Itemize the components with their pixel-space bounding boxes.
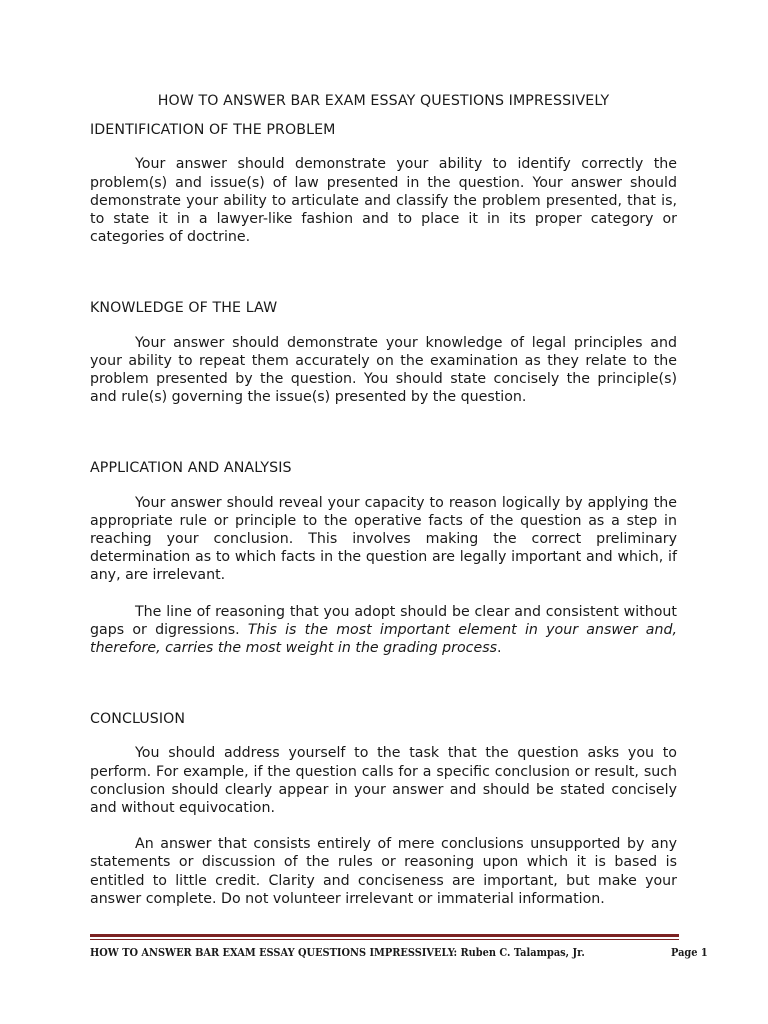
section-heading: APPLICATION AND ANALYSIS — [90, 460, 292, 477]
paragraph: Your answer should demonstrate your ability to identify correctly the problem(s) and issue(s) of law presented in the question. Your answer should demonstrate your ability to articulate and classify the problem presented, that is, to state it in a lawyer-like fashion and to place it in its proper category or categories of doctrine. — [90, 156, 677, 246]
paragraph-end: . — [497, 640, 502, 657]
footer-rule-thin — [90, 939, 679, 940]
emphasized-text: This is the most important element in your answer and, therefore, carries the most weight in the grading process — [90, 621, 677, 657]
paragraph: You should address yourself to the task that the question asks you to perform. For example, if the question calls for a specific conclusion or result, such conclusion should clearly appear in your answer and should be stated concisely and without equivocation. — [90, 745, 677, 817]
paragraph: Your answer should reveal your capacity to reason logically by applying the appropriate rule or principle to the operative facts of the question as a step in reaching your conclusion. This involves making the correct preliminary determination as to which facts in the question are legally important and which, if any, are irrelevant. — [90, 494, 677, 584]
footer-rule — [90, 934, 679, 937]
section-knowledge — [90, 299, 677, 406]
document-title: HOW TO ANSWER BAR EXAM ESSAY QUESTIONS IMPRESSIVELY — [157, 93, 610, 109]
section-heading: CONCLUSION — [90, 711, 186, 728]
page-footer — [90, 944, 709, 960]
page-number: Page 1 — [671, 945, 709, 959]
document-page — [90, 92, 677, 961]
section-heading: IDENTIFICATION OF THE PROBLEM — [90, 122, 336, 139]
section-identification — [90, 121, 677, 246]
paragraph: An answer that consists entirely of mere conclusions unsupported by any statements or discussion of the rules or reasoning upon which it is based is entitled to little credit. Clarity and conciseness are important, but make your answer complete. Do not volunteer irrelevant or immaterial information. — [90, 836, 677, 907]
paragraph-emphasis — [90, 603, 677, 658]
section-application — [90, 459, 677, 657]
footer-title: HOW TO ANSWER BAR EXAM ESSAY QUESTIONS IMPRESSIVELY: Ruben C. Talampas, Jr. — [90, 945, 585, 959]
paragraph-text: The line of reasoning that you adopt should be clear and consistent without gaps or digressions. — [90, 603, 677, 638]
section-conclusion — [90, 710, 677, 908]
paragraph: Your answer should demonstrate your knowledge of legal principles and your ability to repeat them accurately on the examination as they relate to the problem presented by the question. You should state concisely the principle(s) and rule(s) governing the issue(s) presented by the question. — [90, 334, 677, 406]
section-heading: KNOWLEDGE OF THE LAW — [90, 300, 278, 317]
